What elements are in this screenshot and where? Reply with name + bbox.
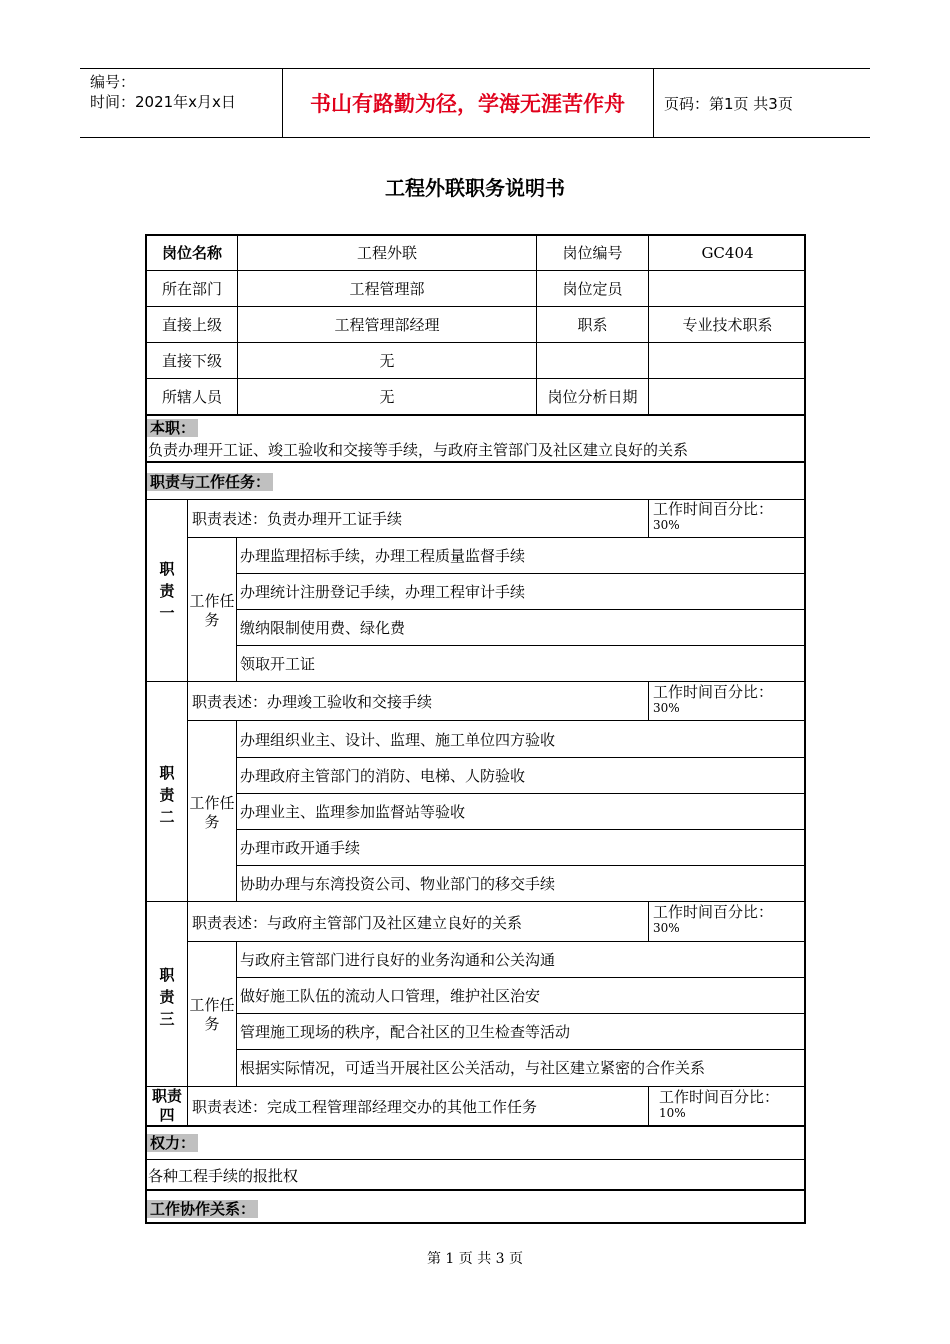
task-2-3: 办理业主、监理参加监督站等验收	[240, 803, 466, 821]
responsibility-4-statement: 职责表述：完成工程管理部经理交办的其他工作任务	[192, 1098, 538, 1116]
page-footer: 第 1 页 共 3 页	[426, 1251, 524, 1267]
task-2-2: 办理政府主管部门的消防、电梯、人防验收	[240, 767, 526, 785]
staff: 无	[379, 388, 395, 406]
responsibility-4-label: 职责 四	[151, 1087, 182, 1124]
responsibility-2-tasks-label: 工作任务	[189, 794, 235, 831]
position-name-label: 岗位名称	[161, 244, 222, 262]
staff-label: 所辖人员	[161, 388, 222, 406]
responsibility-1-label: 职 责 一	[159, 560, 175, 622]
task-1-3: 缴纳限制使用费、绿化费	[240, 619, 406, 637]
job-family: 专业技术职系	[682, 316, 773, 334]
responsibility-4-pct: 工作时间百分比： 10%	[659, 1088, 780, 1120]
responsibility-2-pct: 工作时间百分比： 30%	[653, 683, 774, 715]
task-1-4: 领取开工证	[240, 655, 316, 673]
superior-label: 直接上级	[161, 316, 222, 334]
task-1-2: 办理统计注册登记手续，办理工程审计手续	[240, 583, 526, 601]
task-2-4: 办理市政开通手续	[240, 839, 361, 857]
responsibility-3-tasks-label: 工作任务	[189, 996, 235, 1033]
document-title: 工程外联职务说明书	[385, 176, 565, 200]
task-3-1: 与政府主管部门进行良好的业务沟通和公关沟通	[240, 951, 556, 969]
position-code-label: 岗位编号	[562, 244, 623, 262]
subordinate: 无	[379, 352, 395, 370]
header-meta	[80, 69, 283, 137]
task-3-4: 根据实际情况，可适当开展社区公关活动，与社区建立紧密的合作关系	[240, 1059, 706, 1077]
position-name: 工程外联	[356, 244, 417, 262]
responsibility-2-statement: 职责表述：办理竣工验收和交接手续	[192, 693, 433, 711]
page-header	[80, 68, 870, 138]
responsibility-1-pct: 工作时间百分比： 30%	[653, 500, 774, 532]
duty-summary-label: 本职：	[147, 419, 198, 437]
responsibility-3-pct: 工作时间百分比： 30%	[653, 903, 774, 935]
subordinate-label: 直接下级	[161, 352, 222, 370]
responsibility-2-label: 职 责 二	[159, 764, 175, 826]
authority-label: 权力：	[147, 1134, 198, 1152]
duty-summary-text: 负责办理开工证、竣工验收和交接等手续，与政府主管部门及社区建立良好的关系	[148, 441, 689, 459]
department: 工程管理部	[349, 280, 425, 298]
job-description-table	[145, 234, 806, 1224]
superior: 工程管理部经理	[334, 316, 440, 334]
task-3-3: 管理施工现场的秩序，配合社区的卫生检查等活动	[240, 1023, 571, 1041]
department-label: 所在部门	[161, 280, 222, 298]
task-3-2: 做好施工队伍的流动人口管理，维护社区治安	[240, 987, 541, 1005]
responsibility-3-label: 职 责 三	[159, 966, 175, 1028]
number-label: 编号：	[90, 73, 136, 91]
responsibility-1-statement: 职责表述：负责办理开工证手续	[192, 510, 403, 528]
task-2-5: 协助办理与东湾投资公司、物业部门的移交手续	[240, 875, 556, 893]
cooperation-label: 工作协作关系：	[147, 1200, 258, 1218]
position-code: GC404	[701, 244, 754, 262]
task-2-1: 办理组织业主、设计、监理、施工单位四方验收	[240, 731, 556, 749]
analysis-date-label: 岗位分析日期	[547, 388, 638, 406]
responsibility-3-statement: 职责表述：与政府主管部门及社区建立良好的关系	[192, 914, 523, 932]
motto: 书山有路勤为径，学海无涯苦作舟	[282, 69, 654, 137]
headcount-label: 岗位定员	[562, 280, 623, 298]
responsibilities-label: 职责与工作任务：	[147, 473, 273, 491]
time-label: 时间：2021年x月x日	[90, 93, 236, 111]
job-family-label: 职系	[577, 316, 608, 334]
page-info: 页码：第1页 共3页	[664, 94, 793, 113]
responsibility-1-tasks-label: 工作任务	[189, 592, 235, 629]
task-1-1: 办理监理招标手续，办理工程质量监督手续	[240, 547, 526, 565]
authority-text: 各种工程手续的报批权	[148, 1167, 299, 1185]
